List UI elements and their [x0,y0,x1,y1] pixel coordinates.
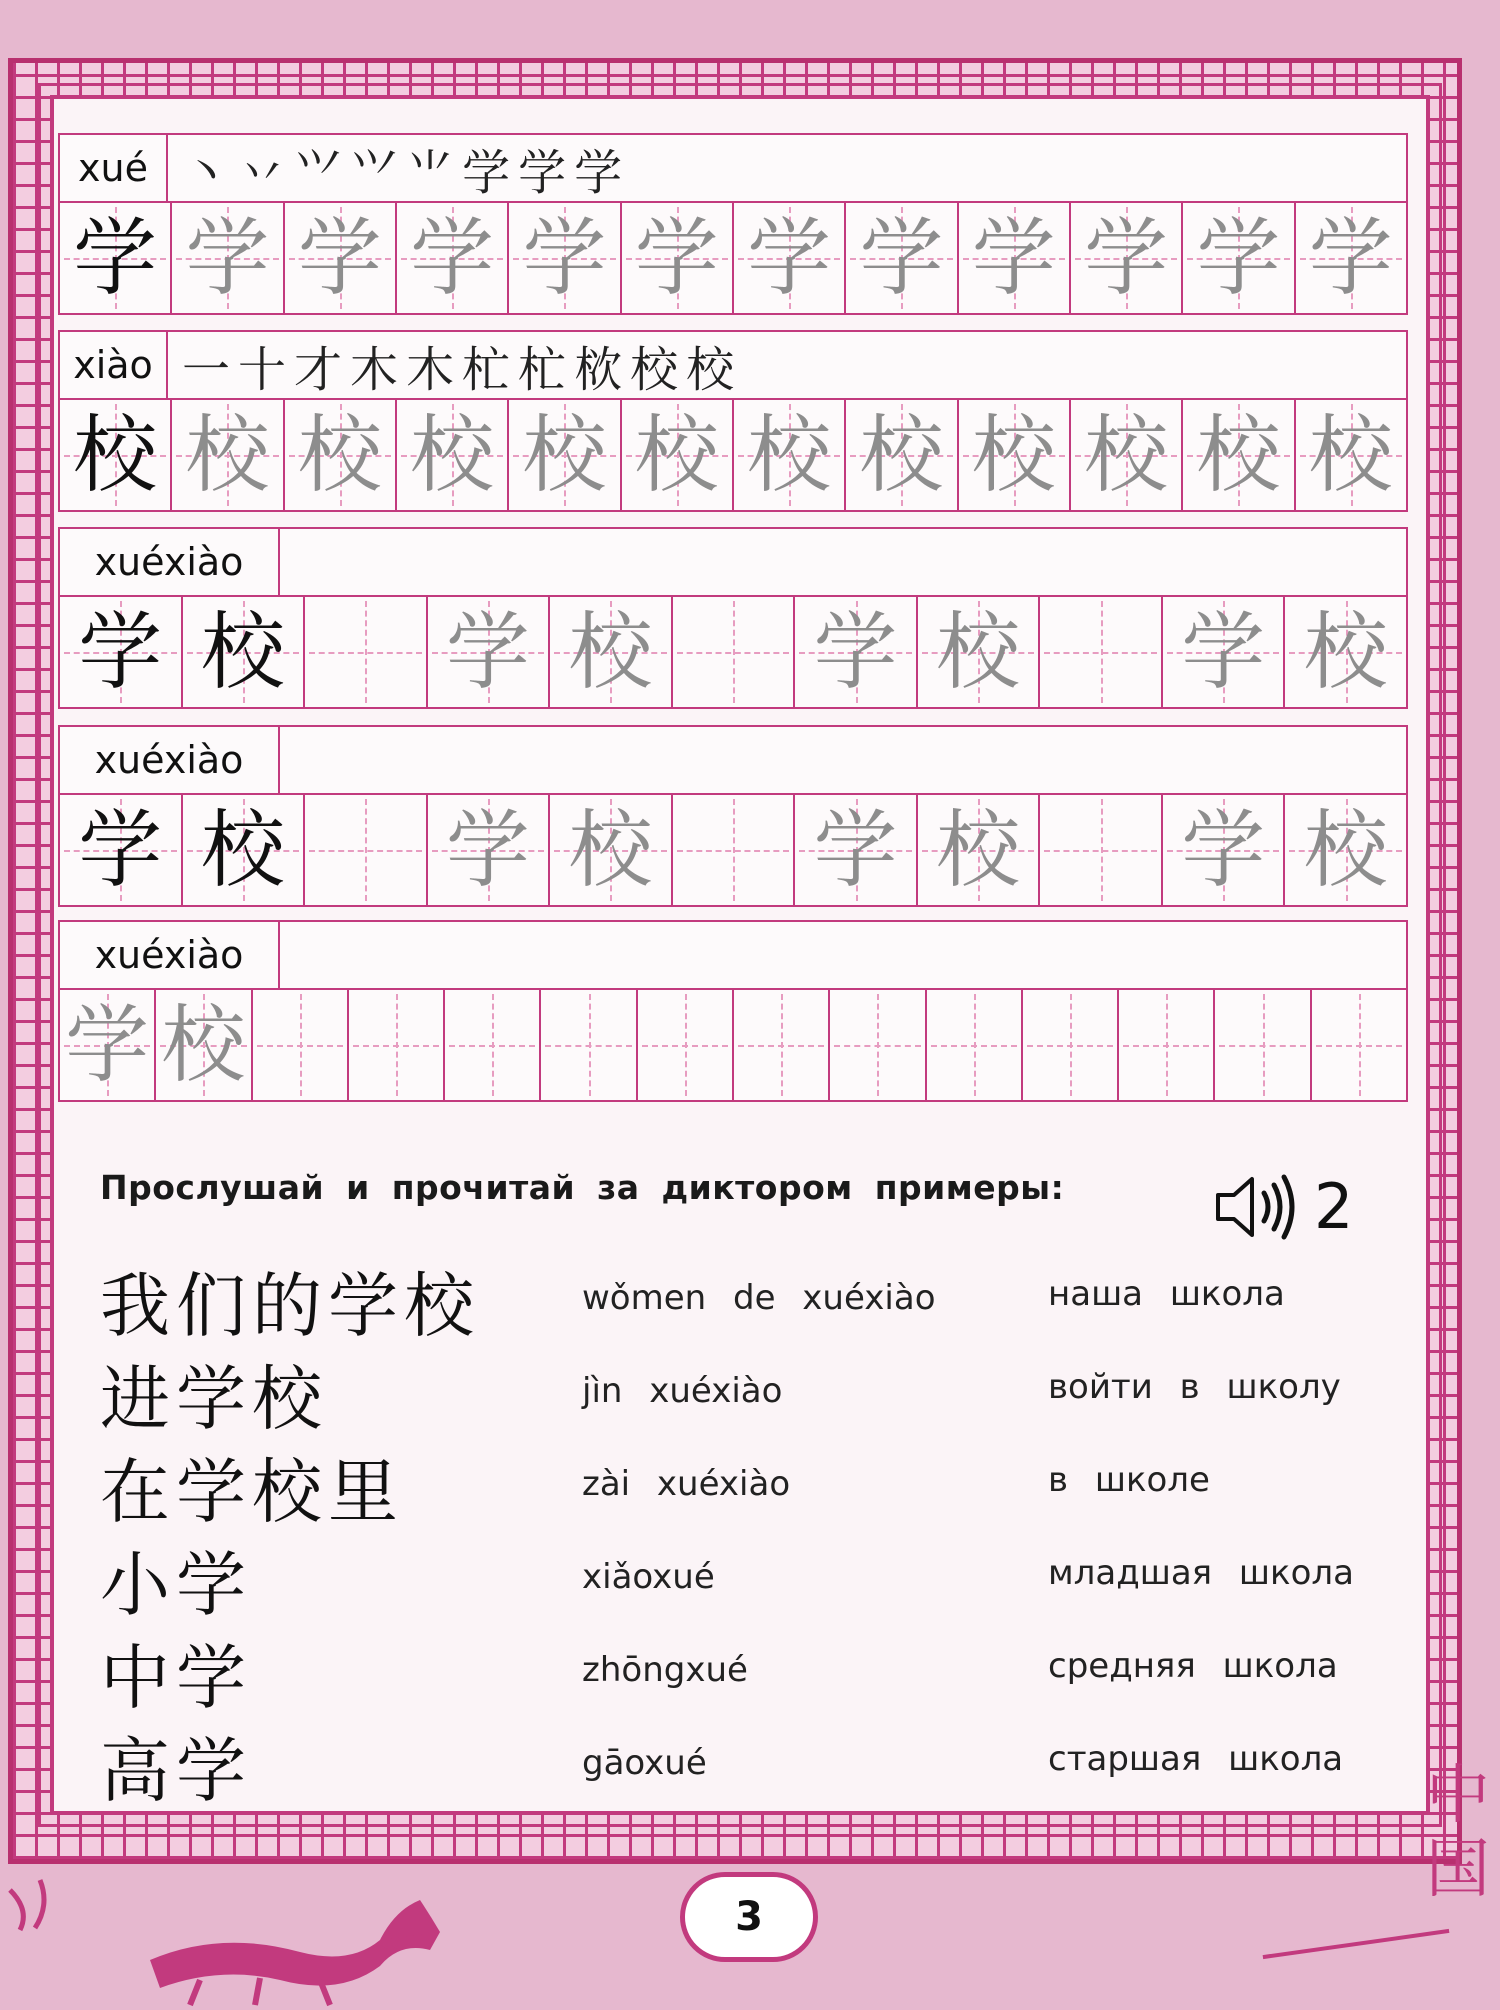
trace-cell[interactable]: 校 [959,400,1071,510]
stroke-step: 才 [294,341,343,398]
pinyin-label: xuéxiào [60,727,280,793]
trace-cell[interactable]: 校 [156,990,252,1100]
empty-cell[interactable] [1040,597,1163,707]
speaker-icon[interactable] [1212,1171,1308,1243]
word-practice-block [58,920,1408,1102]
trace-cell[interactable]: 校 [1285,795,1406,905]
brush-stroke-divider [1263,1929,1450,1959]
side-title [1418,1760,1498,1907]
empty-cell[interactable] [1312,990,1406,1100]
practice-grid [60,203,1406,313]
example-translation: в школе [1048,1460,1210,1500]
trace-cell[interactable]: 学 [1163,597,1286,707]
stroke-practice-xue [58,133,1408,315]
trace-cell[interactable]: 校 [172,400,284,510]
example-translation: наша школа [1048,1274,1285,1314]
trace-cell[interactable]: 校 [1183,400,1295,510]
empty-cell[interactable] [253,990,349,1100]
example-list [100,1250,1400,1812]
trace-cell[interactable]: 学 [846,203,958,313]
example-hanzi: 中学 [100,1637,252,1719]
page-number: 3 [680,1872,818,1962]
practice-grid [60,990,1406,1100]
trace-cell[interactable]: 学 [795,597,918,707]
stroke-step: 木 [406,341,455,398]
trace-cell[interactable]: 校 [550,795,673,905]
stroke-step: 木 [350,341,399,398]
trace-cell[interactable]: 学 [428,597,551,707]
stroke-step: 校 [630,341,679,398]
empty-cell[interactable] [541,990,637,1100]
stroke-step: 丷 [238,144,287,201]
practice-grid [60,597,1406,707]
empty-cell[interactable] [673,795,796,905]
stroke-sequence [168,134,622,203]
stroke-step: 杧 [462,341,511,398]
trace-cell[interactable]: 校 [734,400,846,510]
side-title-char: 中 [1426,1759,1490,1833]
stroke-step: 丶 [182,144,231,201]
side-title-char: 国 [1426,1832,1490,1907]
trace-cell[interactable]: 校 [285,400,397,510]
example-row [100,1436,1400,1533]
model-character: 校 [60,400,172,510]
example-translation: старшая школа [1048,1739,1344,1779]
audio-track[interactable] [1212,1170,1353,1243]
stroke-step: 栨 [574,341,623,398]
word-pinyin-strip [60,922,1406,990]
trace-cell[interactable]: 学 [285,203,397,313]
example-translation: средняя школа [1048,1646,1338,1686]
stroke-step: ⺌ [406,144,455,201]
example-hanzi: 进学校 [100,1358,328,1440]
stroke-step: 杧 [518,341,567,398]
stroke-step: ⺍ [350,144,399,201]
example-row [100,1622,1400,1719]
empty-cell[interactable] [305,795,428,905]
example-translation: младшая школа [1048,1553,1354,1593]
trace-cell[interactable]: 学 [734,203,846,313]
audio-track-number: 2 [1314,1170,1354,1243]
model-character: 校 [183,597,306,707]
trace-cell[interactable]: 学 [1071,203,1183,313]
trace-cell[interactable]: 校 [918,795,1041,905]
example-pinyin: zhōngxué [582,1650,748,1690]
word-pinyin-strip [60,727,1406,795]
example-hanzi: 在学校里 [100,1451,404,1533]
empty-cell[interactable] [305,597,428,707]
trace-cell[interactable]: 学 [1296,203,1406,313]
trace-cell[interactable]: 校 [918,597,1041,707]
pinyin-label: xuéxiào [60,922,280,988]
empty-cell[interactable] [673,597,796,707]
example-hanzi: 高学 [100,1730,252,1812]
practice-grid [60,400,1406,510]
stroke-step: 校 [686,341,735,398]
empty-cell[interactable] [349,990,445,1100]
dragon-icon [0,1870,470,2010]
empty-cell[interactable] [734,990,830,1100]
empty-cell[interactable] [1119,990,1215,1100]
empty-cell[interactable] [830,990,926,1100]
trace-cell[interactable]: 学 [959,203,1071,313]
empty-cell[interactable] [445,990,541,1100]
empty-cell[interactable] [1215,990,1311,1100]
stroke-sequence [168,331,734,400]
stroke-order-strip [60,135,1406,203]
word-practice-block [58,527,1408,709]
stroke-step: 学 [574,144,623,201]
trace-cell[interactable]: 校 [550,597,673,707]
trace-cell[interactable]: 校 [1285,597,1406,707]
trace-cell[interactable]: 校 [509,400,621,510]
pinyin-label: xué [60,135,168,201]
stroke-step: 十 [238,341,287,398]
trace-cell[interactable]: 学 [172,203,284,313]
empty-cell[interactable] [638,990,734,1100]
stroke-step: 一 [182,341,231,398]
example-pinyin: gāoxué [582,1743,707,1783]
trace-cell[interactable]: 校 [1296,400,1406,510]
example-row [100,1715,1400,1812]
empty-cell[interactable] [1023,990,1119,1100]
word-practice-block [58,725,1408,907]
model-character: 学 [60,795,183,905]
empty-cell[interactable] [927,990,1023,1100]
stroke-step: ⺍ [294,144,343,201]
trace-cell[interactable]: 学 [397,203,509,313]
model-character: 学 [60,597,183,707]
example-hanzi: 小学 [100,1544,252,1626]
example-pinyin: jìn xuéxiào [582,1371,783,1411]
stroke-practice-xiao [58,330,1408,512]
example-hanzi: 我们的学校 [100,1265,480,1347]
trace-cell[interactable]: 校 [397,400,509,510]
stroke-step: 学 [518,144,567,201]
example-row [100,1529,1400,1626]
empty-cell[interactable] [1040,795,1163,905]
trace-cell[interactable]: 学 [795,795,918,905]
stroke-step: 学 [462,144,511,201]
word-pinyin-strip [60,529,1406,597]
example-pinyin: wǒmen de xuéxiào [582,1278,936,1318]
listening-instruction: Прослушай и прочитай за диктором примеры: [100,1168,1065,1207]
example-pinyin: xiǎoxué [582,1557,715,1597]
trace-cell[interactable]: 学 [622,203,734,313]
pinyin-label: xuéxiào [60,529,280,595]
trace-cell[interactable]: 校 [1071,400,1183,510]
example-pinyin: zài xuéxiào [582,1464,791,1504]
example-row [100,1250,1400,1347]
trace-cell[interactable]: 学 [1163,795,1286,905]
trace-cell[interactable]: 学 [509,203,621,313]
pinyin-label: xiào [60,332,168,398]
trace-cell[interactable]: 校 [622,400,734,510]
practice-grid [60,795,1406,905]
example-translation: войти в школу [1048,1367,1341,1407]
stroke-order-strip [60,332,1406,400]
trace-cell[interactable]: 学 [60,990,156,1100]
model-character: 校 [183,795,306,905]
trace-cell[interactable]: 学 [428,795,551,905]
example-row [100,1343,1400,1440]
trace-cell[interactable]: 校 [846,400,958,510]
trace-cell[interactable]: 学 [1183,203,1295,313]
model-character: 学 [60,203,172,313]
